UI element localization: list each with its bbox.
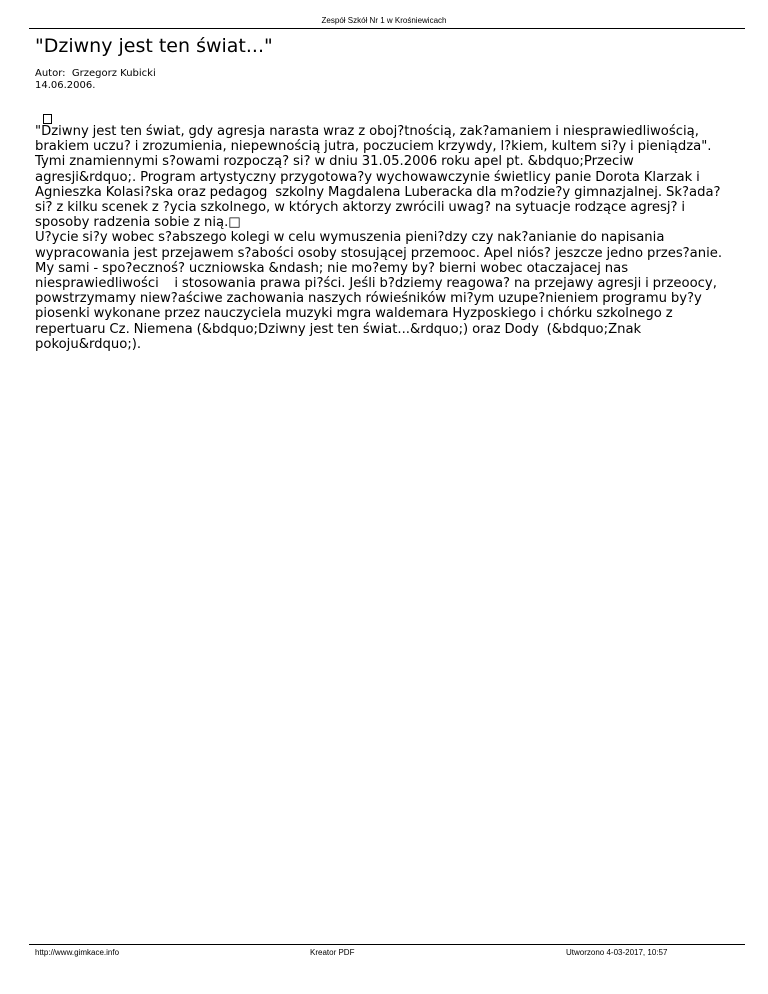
footer-url: http://www.gimkace.info (35, 948, 120, 957)
body-line: powstrzymamy niew?aściwe zachowania naszych rówieśników mi?ym uzupe?nieniem programu by?y (35, 291, 702, 307)
body-line: agresji&rdquo;. Program artystyczny przygotowa?y wychowawczynie świetlicy panie Dorota Klarzak i (35, 169, 700, 185)
footer-generator: Kreator PDF (310, 948, 355, 957)
body-line: pokoju&rdquo;). (35, 336, 142, 352)
header-rule (29, 28, 745, 29)
article-title: "Dziwny jest ten świat..." (35, 35, 273, 57)
article-body (35, 124, 747, 352)
page-header: Zespół Szkół Nr 1 w Krośniewicach (321, 16, 447, 25)
article-date: 14.06.2006. (35, 80, 96, 91)
body-line: niesprawiedliwości i stosowania prawa pi?ści. Jeśli b?dziemy reagowa? na przejawy agresji i przeoocy, (35, 276, 717, 292)
body-line: brakiem uczu? i zrozumienia, niepewnością jutra, poczuciem krzywdy, l?kiem, kultem si?y i pieniądza". (35, 139, 712, 155)
body-line: sposoby radzenia sobie z nią.□ (35, 215, 241, 231)
article-meta (35, 68, 156, 92)
footer-created: Utworzono 4-03-2017, 10:57 (566, 948, 668, 957)
body-line: Agnieszka Kolasi?ska oraz pedagog szkolny Magdalena Luberacka dla m?odzie?y gimnazjalnej. Sk?ada? (35, 184, 721, 200)
missing-glyph-icon (43, 114, 52, 124)
body-line: "Dziwny jest ten świat, gdy agresja narasta wraz z oboj?tnością, zak?amaniem i niesprawiedliwością, (35, 124, 699, 139)
body-line: si? z kilku scenek z ?ycia szkolnego, w których aktorzy zwrócili uwag? na sytuacje rodzące agresj? i (35, 200, 686, 216)
body-line: repertuaru Cz. Niemena (&bdquo;Dziwny jest ten świat...&rdquo;) oraz Dody (&bdquo;Znak (35, 321, 642, 337)
body-line: Tymi znamiennymi s?owami rozpoczą? si? w dniu 31.05.2006 roku apel pt. &bdquo;Przeciw (35, 154, 634, 170)
author-line: Autor: Grzegorz Kubicki (35, 68, 156, 79)
body-line: U?ycie si?y wobec s?abszego kolegi w celu wymuszenia pieni?dzy czy nak?anianie do napisania (35, 230, 665, 246)
body-line: piosenki wykonane przez nauczyciela muzyki mgra waldemara Hyzposkiego i chórku szkolnego z (35, 306, 673, 322)
body-line: wypracowania jest przejawem s?abości osoby stosującej przemooc. Apel niós? jeszcze jedno przes?anie. (35, 245, 723, 261)
body-line: My sami - spo?ecznoś? uczniowska &ndash; nie mo?emy by? bierni wobec otaczajacej nas (35, 260, 629, 276)
footer-rule (29, 944, 745, 945)
